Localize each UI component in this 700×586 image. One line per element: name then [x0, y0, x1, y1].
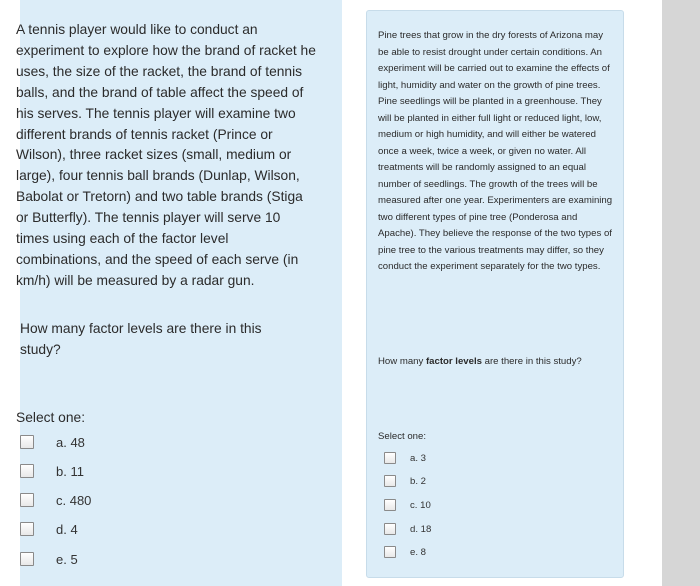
- checkbox[interactable]: [384, 452, 396, 464]
- checkbox[interactable]: [20, 435, 34, 449]
- option-label: c. 480: [56, 492, 92, 508]
- select-one-label: Select one:: [16, 410, 86, 425]
- option-c[interactable]: [20, 490, 91, 510]
- option-label: a. 48: [56, 434, 85, 450]
- option-label: d. 4: [56, 521, 78, 537]
- scrollbar[interactable]: [662, 0, 700, 586]
- option-label: e. 5: [56, 551, 78, 567]
- option-d[interactable]: [384, 521, 431, 537]
- checkbox[interactable]: [20, 464, 34, 478]
- checkbox[interactable]: [384, 475, 396, 487]
- question-prompt: How many factor levels are there in this study?: [20, 321, 262, 357]
- question-text: A tennis player would like to conduct an experiment to explore how the brand of racket he uses, the size of the racket, the brand of tennis balls, and the brand of table affect the speed of his serves. The tennis player will examine two different brands of tennis racket (Prince or Wilson), three racket sizes (small, medium or large), four tennis ball brands (Dunlap, Wilson, Babolat or Tretorn) and two table brands (Stiga or Butterfly). The tennis player will serve 10 times using each of the factor level combinations, and the speed of each serve (in km/h) will be measured by a radar gun.: [16, 22, 316, 288]
- option-label: e. 8: [410, 546, 427, 558]
- checkbox[interactable]: [384, 499, 396, 511]
- option-label: b. 2: [410, 475, 427, 487]
- option-c[interactable]: [384, 497, 431, 513]
- option-label: d. 18: [410, 523, 432, 535]
- option-label: a. 3: [410, 452, 427, 464]
- option-e[interactable]: [20, 549, 78, 569]
- option-b[interactable]: [20, 461, 84, 481]
- question-text: Pine trees that grow in the dry forests of Arizona may be able to resist drought under certain conditions. An experiment will be carried out to examine the effects of light, humidity and water on the growth of pine trees. Pine seedlings will be planted in a greenhouse. They will be planted in either full light or reduced light, low, medium or high humidity, and will either be watered once a week, twice a week, or given no water. All treatments will be randomly assigned to an equal number of seedlings. The growth of the trees will be measured after one year. Experimenters are examining two different types of pine tree (Ponderosa and Apache). They believe the response of the two types of pine tree to the various treatments may differ, so they conduct the experiment separately for the two types.: [378, 30, 613, 272]
- option-label: c. 10: [410, 499, 431, 511]
- emphasis: factor levels: [425, 356, 482, 367]
- option-e[interactable]: [384, 544, 426, 560]
- checkbox[interactable]: [384, 546, 396, 558]
- option-d[interactable]: [20, 519, 78, 539]
- option-label: b. 11: [56, 463, 84, 479]
- checkbox[interactable]: [384, 523, 396, 535]
- option-a[interactable]: [20, 432, 85, 452]
- checkbox[interactable]: [20, 493, 34, 507]
- checkbox[interactable]: [20, 522, 34, 536]
- select-one-label: Select one:: [378, 431, 427, 442]
- question-prompt: How many factor levels are there in this study?: [378, 356, 582, 367]
- option-a[interactable]: [384, 450, 426, 466]
- option-b[interactable]: [384, 473, 426, 489]
- checkbox[interactable]: [20, 552, 34, 566]
